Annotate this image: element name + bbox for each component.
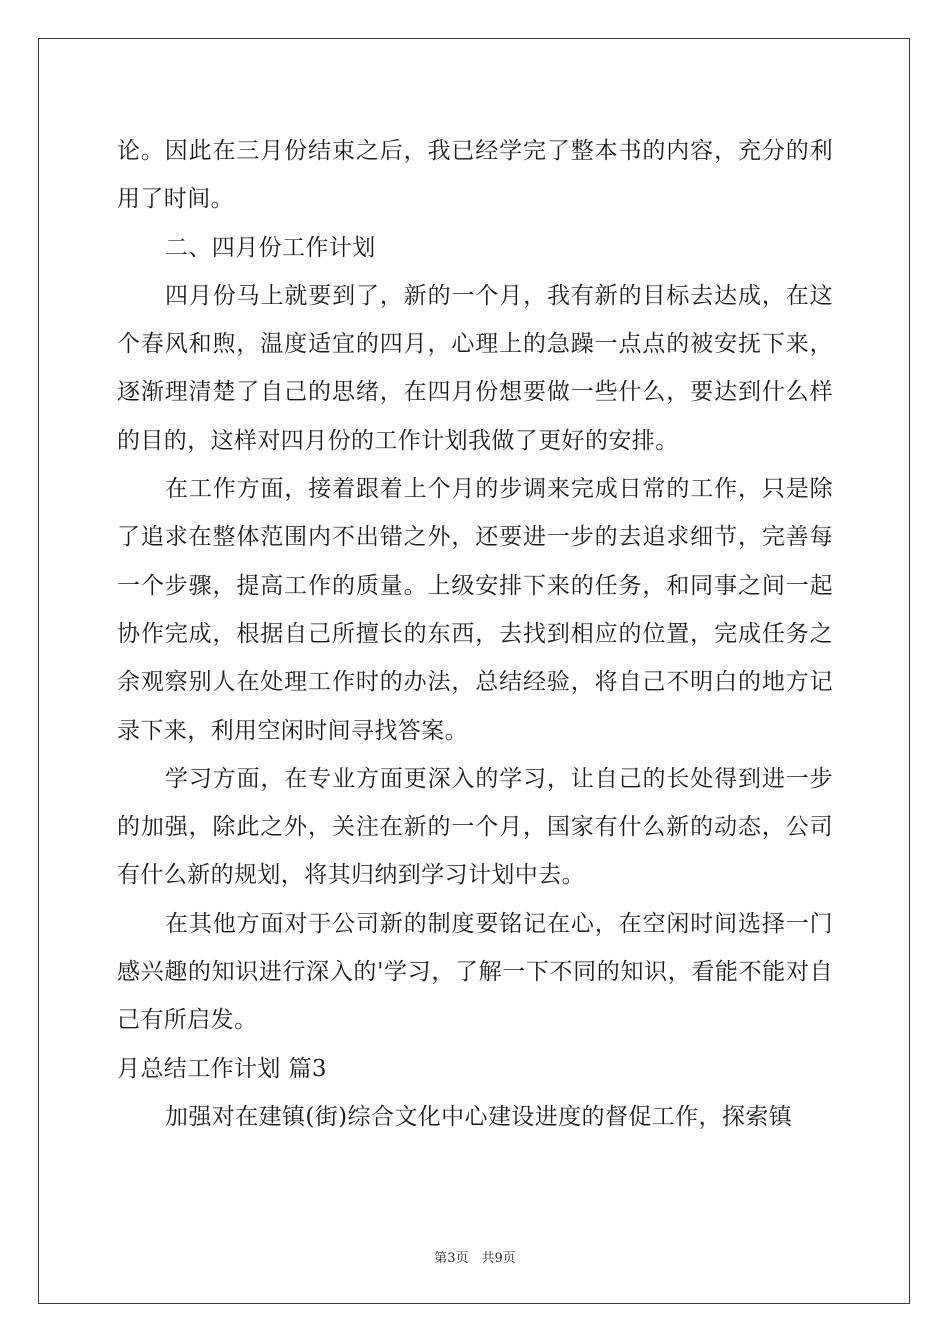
paragraph-other-aspect: 在其他方面对于公司新的制度要铭记在心，在空闲时间选择一门感兴趣的知识进行深入的'学习，了解一下不同的知识，看能不能对自己有所启发。: [117, 910, 833, 1034]
paragraph-april-intro: 四月份马上就要到了，新的一个月，我有新的目标去达成，在这个春风和煦，温度适宜的四月，心理上的急躁一点点的被安抚下来，逐渐理清楚了自己的思绪，在四月份想要做一些什么，要达到什么样的目的，这样对四月份的工作计划我做了更好的安排。: [117, 282, 833, 454]
page-number-footer: 第3页 共9页: [434, 1251, 516, 1266]
article-title-part3: 月总结工作计划 篇3: [117, 1055, 327, 1082]
document-body: [117, 127, 833, 1141]
paragraph-work-aspect: 在工作方面，接着跟着上个月的步调来完成日常的工作，只是除了追求在整体范围内不出错之外，还要进一步的去追求细节，完善每一个步骤，提高工作的质量。上级安排下来的任务，和同事之间一起协作完成，根据自己所擅长的东西，去找到相应的位置，完成任务之余观察别人在处理工作时的办法，总结经验，将自己不明白的地方记录下来，利用空闲时间寻找答案。: [117, 476, 833, 744]
paragraph-study-aspect: 学习方面，在专业方面更深入的学习，让自己的长处得到进一步的加强，除此之外，关注在新的一个月，国家有什么新的动态，公司有什么新的规划，将其归纳到学习计划中去。: [117, 765, 833, 889]
paragraph-continuation: 论。因此在三月份结束之后，我已经学完了整本书的内容，充分的利用了时间。: [117, 138, 833, 213]
section-heading-april-plan: 二、四月份工作计划: [165, 234, 376, 261]
paragraph-part3-start: 加强对在建镇(街)综合文化中心建设进度的督促工作，探索镇: [165, 1103, 793, 1130]
